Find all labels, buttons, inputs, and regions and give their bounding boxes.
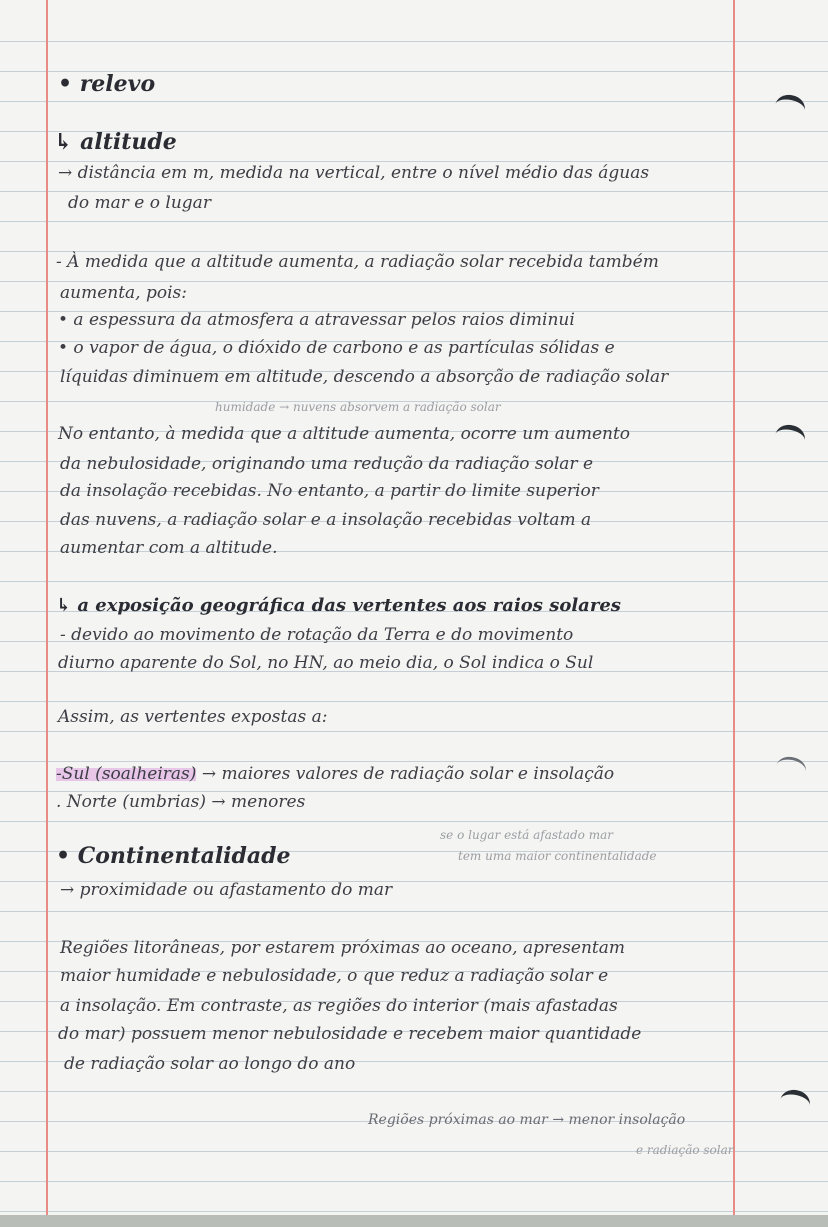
faint-annotation: tem uma maior continentalidade [458, 849, 657, 863]
text-line: → proximidade ou afastamento do mar [60, 880, 393, 900]
text-line: da nebulosidade, originando uma redução da radiação solar e [60, 454, 594, 474]
binder-ring-icon [778, 1087, 813, 1118]
text-line: • o vapor de água, o dióxido de carbono e as partículas sólidas e [58, 338, 615, 358]
text-line: do mar e o lugar [68, 193, 211, 213]
text-line: Assim, as vertentes expostas a: [58, 707, 328, 727]
highlighted-term: -Sul (soalheiras) [56, 764, 197, 784]
faint-annotation: humidade → nuvens absorvem a radiação solar [215, 400, 501, 414]
text-line: . Norte (umbrias) → menores [56, 792, 306, 812]
heading-altitude: ↳ altitude [54, 129, 177, 155]
text-line: diurno aparente do Sol, no HN, ao meio dia, o Sol indica o Sul [58, 653, 594, 673]
text-line: maior humidade e nebulosidade, o que reduz a radiação solar e [60, 966, 609, 986]
summary-note: Regiões próximas ao mar → menor insolação [368, 1112, 686, 1128]
text-line: do mar) possuem menor nebulosidade e recebem maior quantidade [58, 1024, 642, 1044]
binder-ring-icon [773, 92, 808, 123]
text-line: de radiação solar ao longo do ano [64, 1054, 356, 1074]
text-line: → distância em m, medida na vertical, entre o nível médio das águas [58, 163, 650, 183]
heading-continentalidade: • Continentalidade [56, 843, 291, 869]
left-margin-line [46, 0, 48, 1215]
heading-exposicao: ↳ a exposição geográfica das vertentes aos raios solares [56, 595, 621, 616]
text-line: aumentar com a altitude. [60, 538, 278, 558]
text-line: No entanto, à medida que a altitude aumenta, ocorre um aumento [58, 424, 631, 444]
text-line: a insolação. Em contraste, as regiões do interior (mais afastadas [60, 996, 618, 1016]
text-line: • a espessura da atmosfera a atravessar pelos raios diminui [58, 310, 575, 330]
right-margin-line [733, 0, 735, 1215]
text-line: da insolação recebidas. No entanto, a partir do limite superior [60, 481, 599, 501]
text-line: - devido ao movimento de rotação da Terra e do movimento [60, 625, 574, 645]
text-line: - À medida que a altitude aumenta, a radiação solar recebida também [56, 252, 659, 272]
binder-ring-icon [773, 422, 808, 453]
binder-ring-icon [774, 754, 808, 783]
text-line: aumenta, pois: [60, 283, 187, 303]
faint-annotation: se o lugar está afastado mar [440, 828, 613, 842]
heading-relevo: • relevo [58, 71, 156, 97]
summary-note: e radiação solar [636, 1143, 734, 1157]
text-line: Regiões litorâneas, por estarem próximas ao oceano, apresentam [60, 938, 625, 958]
page-bottom-edge [0, 1215, 828, 1227]
text-line: das nuvens, a radiação solar e a insolação recebidas voltam a [60, 510, 592, 530]
sul-line: -Sul (soalheiras) → maiores valores de radiação solar e insolação [56, 764, 615, 784]
text-line: líquidas diminuem em altitude, descendo a absorção de radiação solar [60, 367, 669, 387]
